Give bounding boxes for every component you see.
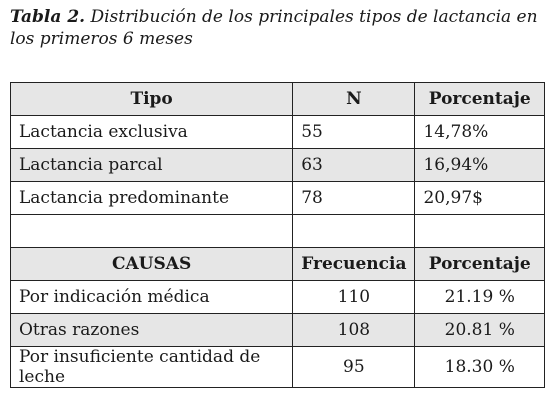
- header-porcentaje: Porcentaje: [415, 83, 545, 116]
- empty-cell: [415, 215, 545, 248]
- empty-cell: [293, 215, 415, 248]
- cell-porcentaje: 20,97$: [415, 182, 545, 215]
- table-row: [11, 149, 545, 182]
- cell-causa: Por insuficiente cantidad de leche: [11, 347, 293, 388]
- header-tipo: Tipo: [11, 83, 293, 116]
- table-row: [11, 281, 545, 314]
- table-row: [11, 347, 545, 388]
- cell-causa: Por indicación médica: [11, 281, 293, 314]
- cell-porcentaje: 18.30 %: [415, 347, 545, 388]
- causas-header-row: [11, 248, 545, 281]
- header-porcentaje: Porcentaje: [415, 248, 545, 281]
- header-causas: CAUSAS: [11, 248, 293, 281]
- cell-frecuencia: 108: [293, 314, 415, 347]
- table-row: [11, 314, 545, 347]
- cell-frecuencia: 95: [293, 347, 415, 388]
- caption-text: Distribución de los principales tipos de lactancia en los primeros 6 meses: [10, 7, 538, 49]
- cell-tipo: Lactancia parcal: [11, 149, 293, 182]
- cell-tipo: Lactancia exclusiva: [11, 116, 293, 149]
- cell-porcentaje: 20.81 %: [415, 314, 545, 347]
- cell-n: 63: [293, 149, 415, 182]
- caption-label: Tabla 2.: [10, 7, 86, 27]
- empty-cell: [11, 215, 293, 248]
- table-row: [11, 182, 545, 215]
- lactation-table: [10, 82, 545, 388]
- cell-frecuencia: 110: [293, 281, 415, 314]
- header-n: N: [293, 83, 415, 116]
- cell-porcentaje: 14,78%: [415, 116, 545, 149]
- cell-n: 55: [293, 116, 415, 149]
- header-frecuencia: Frecuencia: [293, 248, 415, 281]
- table-header-row: [11, 83, 545, 116]
- cell-n: 78: [293, 182, 415, 215]
- cell-porcentaje: 21.19 %: [415, 281, 545, 314]
- cell-tipo: Lactancia predominante: [11, 182, 293, 215]
- table-row: [11, 116, 545, 149]
- table-caption: [10, 6, 555, 50]
- empty-row: [11, 215, 545, 248]
- cell-porcentaje: 16,94%: [415, 149, 545, 182]
- cell-causa: Otras razones: [11, 314, 293, 347]
